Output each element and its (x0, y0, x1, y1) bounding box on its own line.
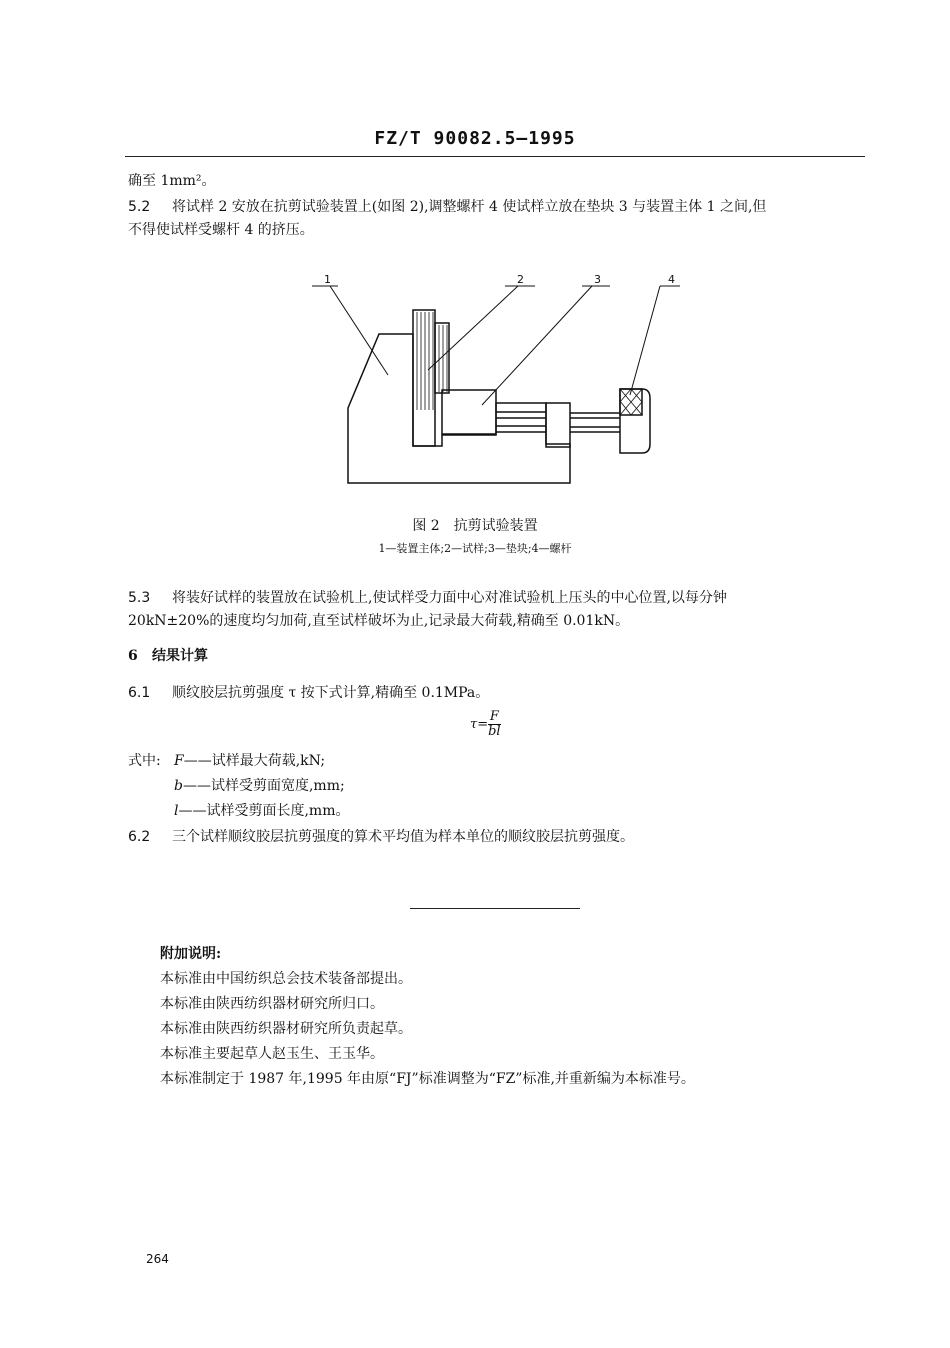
formula-lhs: τ= (470, 717, 489, 732)
section-5-3-line2: 20kN±20%的速度均匀加荷,直至试样破坏为止,记录最大荷载,精确至 0.01kN。 (128, 613, 630, 629)
symbol-description: ——试样最大荷载,kN; (183, 753, 326, 769)
pad-block (442, 390, 496, 434)
section-6-heading (128, 645, 208, 667)
note-line: 本标准由陕西纺织器材研究所归口。 (160, 996, 384, 1012)
specimen (413, 310, 435, 446)
continued-text: 确至 1mm²。 (128, 173, 216, 189)
section-6-2 (128, 826, 634, 848)
screw-nut (546, 403, 570, 447)
symbol-description: ——试样受剪面长度,mm。 (178, 803, 350, 819)
section-title: 结果计算 (152, 648, 208, 664)
label-1: 1 (324, 273, 331, 286)
section-number: 5.3 (128, 590, 151, 606)
note-line: 本标准由中国纺织总会技术装备部提出。 (160, 971, 412, 987)
section-text: 三个试样顺纹胶层抗剪强度的算术平均值为样本单位的顺纹胶层抗剪强度。 (172, 829, 634, 845)
symbol: l (174, 803, 179, 819)
note-line: 本标准制定于 1987 年,1995 年由原“FJ”标准调整为“FZ”标准,并重新编为本标准号。 (160, 1071, 695, 1087)
symbol-description: ——试样受剪面宽度,mm; (182, 778, 345, 794)
symbol: F (174, 753, 184, 769)
standard-header: FZ/T 90082.5—1995 (374, 128, 576, 149)
symbol-definitions (128, 750, 350, 825)
formula-fraction (488, 710, 500, 739)
device-body (348, 334, 570, 483)
section-6-1 (128, 682, 489, 704)
notes-title: 附加说明: (160, 946, 222, 962)
symbol: b (174, 778, 183, 794)
section-5-2-line2: 不得使试样受螺杆 4 的挤压。 (128, 222, 314, 238)
note-line: 本标准由陕西纺织器材研究所负责起草。 (160, 1021, 412, 1037)
screw-knob (620, 389, 650, 453)
figure-legend: 1—装置主体;2—试样;3—垫块;4—螺杆 (378, 542, 572, 555)
label-3: 3 (594, 273, 601, 286)
label-2: 2 (517, 273, 524, 286)
section-number: 6.1 (128, 685, 151, 701)
page-number: 264 (146, 1252, 169, 1266)
additional-notes (160, 942, 695, 1092)
section-number: 6 (128, 648, 138, 664)
header-rule (125, 156, 865, 157)
section-5-3 (128, 587, 727, 609)
formula-numerator: F (489, 709, 499, 724)
section-text: 将装好试样的装置放在试验机上,使试样受力面中心对准试验机上压头的中心位置,以每分钟 (172, 590, 727, 606)
note-line: 本标准主要起草人赵玉生、王玉华。 (160, 1046, 384, 1062)
definitions-lead: 式中: (128, 753, 161, 769)
label-4: 4 (668, 273, 675, 286)
formula-denominator: bl (488, 724, 501, 739)
definition-row (128, 800, 350, 825)
shear-test-device-diagram (300, 270, 700, 495)
definition-row (128, 775, 350, 800)
section-text: 顺纹胶层抗剪强度 τ 按下式计算,精确至 0.1MPa。 (172, 685, 490, 701)
figure-caption: 图 2 抗剪试验装置 (412, 518, 538, 534)
definition-row (128, 750, 350, 775)
section-number: 6.2 (128, 829, 151, 845)
end-separator (410, 908, 580, 909)
section-text: 将试样 2 安放在抗剪试验装置上(如图 2),调整螺杆 4 使试样立放在垫块 3 与装置主体 1 之间,但 (172, 199, 767, 215)
formula (470, 710, 501, 739)
section-number: 5.2 (128, 199, 151, 215)
section-5-2 (128, 196, 766, 218)
